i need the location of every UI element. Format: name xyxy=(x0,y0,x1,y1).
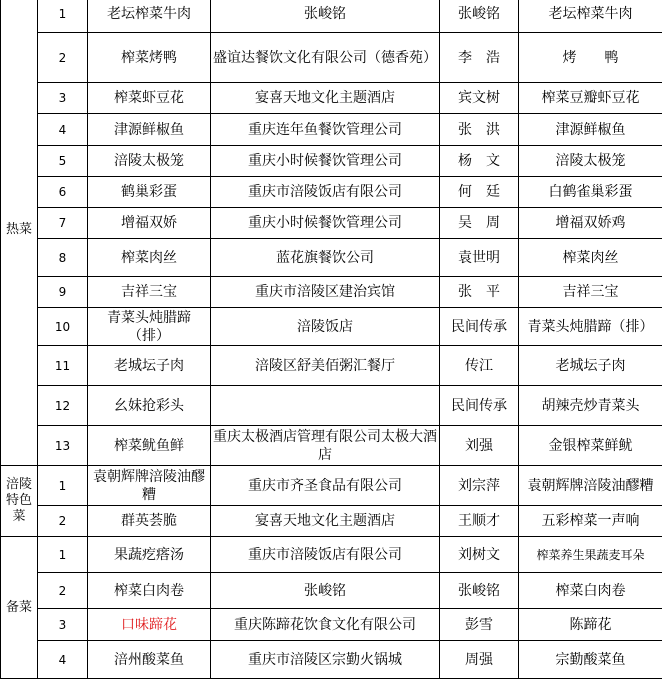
dish-name: 榨菜烤鸭 xyxy=(88,33,211,83)
organization: 重庆小时候餐饮管理公司 xyxy=(211,208,440,239)
organization: 涪陵区舒美佰粥汇餐厅 xyxy=(211,346,440,386)
chef-name: 周强 xyxy=(440,641,519,679)
organization: 重庆太极酒店管理有限公司太极大酒店 xyxy=(211,426,440,466)
chef-name: 吴 周 xyxy=(440,208,519,239)
row-number: 5 xyxy=(38,146,88,177)
dish-name: 袁朝辉牌涪陵油醪糟 xyxy=(88,466,211,506)
organization: 重庆市齐圣食品有限公司 xyxy=(211,466,440,506)
chef-name: 杨 文 xyxy=(440,146,519,177)
dish-formal-name: 青菜头炖腊蹄（排） xyxy=(519,308,662,346)
chef-name: 何 廷 xyxy=(440,177,519,208)
dish-name: 幺妹抢彩头 xyxy=(88,386,211,426)
category-label-hot: 热菜 xyxy=(1,0,38,466)
chef-name: 传江 xyxy=(440,346,519,386)
organization: 宴喜天地文化主题酒店 xyxy=(211,83,440,114)
table-row xyxy=(1,573,662,609)
row-number: 12 xyxy=(38,386,88,426)
table-row xyxy=(1,208,662,239)
row-number: 3 xyxy=(38,83,88,114)
chef-name: 张 平 xyxy=(440,277,519,308)
chef-name: 民间传承 xyxy=(440,386,519,426)
dish-name: 鹤巢彩蛋 xyxy=(88,177,211,208)
chef-name: 民间传承 xyxy=(440,308,519,346)
dish-formal-name: 胡辣壳炒青菜头 xyxy=(519,386,662,426)
dish-name: 榨菜鱿鱼鲜 xyxy=(88,426,211,466)
row-number: 7 xyxy=(38,208,88,239)
chef-name: 彭雪 xyxy=(440,609,519,641)
organization: 张峻铭 xyxy=(211,0,440,33)
dish-formal-name: 津源鲜椒鱼 xyxy=(519,114,662,146)
table-row xyxy=(1,83,662,114)
chef-name: 袁世明 xyxy=(440,239,519,277)
chef-name: 宾文树 xyxy=(440,83,519,114)
dish-name: 老坛榨菜牛肉 xyxy=(88,0,211,33)
table-row xyxy=(1,641,662,679)
organization: 重庆市涪陵饭店有限公司 xyxy=(211,177,440,208)
dish-name: 果蔬疙瘩汤 xyxy=(88,537,211,573)
chef-name: 张 洪 xyxy=(440,114,519,146)
dish-formal-name: 榨菜豆瓣虾豆花 xyxy=(519,83,662,114)
table-row xyxy=(1,239,662,277)
chef-name: 李 浩 xyxy=(440,33,519,83)
row-number: 4 xyxy=(38,641,88,679)
chef-name: 刘树文 xyxy=(440,537,519,573)
row-number: 2 xyxy=(38,573,88,609)
organization: 盛谊达餐饮文化有限公司（德香苑） xyxy=(211,33,440,83)
dish-name: 吉祥三宝 xyxy=(88,277,211,308)
chef-name: 王顺才 xyxy=(440,506,519,537)
dish-name: 群英荟脆 xyxy=(88,506,211,537)
organization: 重庆小时候餐饮管理公司 xyxy=(211,146,440,177)
dish-name: 涪陵太极笼 xyxy=(88,146,211,177)
dish-formal-name: 老坛榨菜牛肉 xyxy=(519,0,662,33)
row-number: 4 xyxy=(38,114,88,146)
organization: 重庆陈蹄花饮食文化有限公司 xyxy=(211,609,440,641)
chef-name: 张峻铭 xyxy=(440,0,519,33)
dish-name: 榨菜肉丝 xyxy=(88,239,211,277)
dish-formal-name: 老城坛子肉 xyxy=(519,346,662,386)
chef-name: 张峻铭 xyxy=(440,573,519,609)
table-row xyxy=(1,308,662,346)
chef-name: 刘宗萍 xyxy=(440,466,519,506)
dish-formal-name: 烤 鸭 xyxy=(519,33,662,83)
dish-formal-name: 袁朝辉牌涪陵油醪糟 xyxy=(519,466,662,506)
dish-formal-name: 增福双娇鸡 xyxy=(519,208,662,239)
table-row xyxy=(1,609,662,641)
dish-formal-name: 白鹤雀巢彩蛋 xyxy=(519,177,662,208)
dish-formal-name: 金银榨菜鲜鱿 xyxy=(519,426,662,466)
table-row xyxy=(1,426,662,466)
dish-formal-name: 榨菜肉丝 xyxy=(519,239,662,277)
row-number: 1 xyxy=(38,466,88,506)
dish-formal-name: 涪陵太极笼 xyxy=(519,146,662,177)
row-number: 1 xyxy=(38,537,88,573)
organization: 宴喜天地文化主题酒店 xyxy=(211,506,440,537)
row-number: 1 xyxy=(38,0,88,33)
table-row xyxy=(1,33,662,83)
dish-name: 增福双娇 xyxy=(88,208,211,239)
row-number: 2 xyxy=(38,33,88,83)
dish-name: 榨菜白肉卷 xyxy=(88,573,211,609)
row-number: 10 xyxy=(38,308,88,346)
table-row xyxy=(1,114,662,146)
dish-name: 老城坛子肉 xyxy=(88,346,211,386)
row-number: 8 xyxy=(38,239,88,277)
table-row xyxy=(1,0,662,33)
organization: 重庆市涪陵饭店有限公司 xyxy=(211,537,440,573)
row-number: 9 xyxy=(38,277,88,308)
dish-formal-name: 五彩榨菜一声响 xyxy=(519,506,662,537)
row-number: 6 xyxy=(38,177,88,208)
dish-name: 口味蹄花 xyxy=(88,609,211,641)
organization xyxy=(211,386,440,426)
dish-formal-name: 陈蹄花 xyxy=(519,609,662,641)
dish-name: 青菜头炖腊蹄（排） xyxy=(88,308,211,346)
organization: 蓝花旗餐饮公司 xyxy=(211,239,440,277)
organization: 重庆市涪陵区建治宾馆 xyxy=(211,277,440,308)
organization: 张峻铭 xyxy=(211,573,440,609)
table-row xyxy=(1,146,662,177)
table-row xyxy=(1,346,662,386)
dish-formal-name: 宗勤酸菜鱼 xyxy=(519,641,662,679)
category-label-fuling: 涪陵特色菜 xyxy=(1,466,38,537)
row-number: 13 xyxy=(38,426,88,466)
table-row xyxy=(1,466,662,506)
dish-formal-name: 榨菜白肉卷 xyxy=(519,573,662,609)
category-label-backup: 备菜 xyxy=(1,537,38,679)
organization: 重庆市涪陵区宗勤火锅城 xyxy=(211,641,440,679)
dish-formal-name: 吉祥三宝 xyxy=(519,277,662,308)
dish-name: 榨菜虾豆花 xyxy=(88,83,211,114)
table-row xyxy=(1,386,662,426)
organization: 涪陵饭店 xyxy=(211,308,440,346)
row-number: 11 xyxy=(38,346,88,386)
dish-formal-name: 榨菜养生果蔬麦耳朵 xyxy=(519,537,662,573)
table-row xyxy=(1,277,662,308)
row-number: 2 xyxy=(38,506,88,537)
dish-name: 津源鲜椒鱼 xyxy=(88,114,211,146)
organization: 重庆连年鱼餐饮管理公司 xyxy=(211,114,440,146)
table-row xyxy=(1,506,662,537)
table-row xyxy=(1,177,662,208)
row-number: 3 xyxy=(38,609,88,641)
table-row xyxy=(1,537,662,573)
dish-name: 涪州酸菜鱼 xyxy=(88,641,211,679)
chef-name: 刘强 xyxy=(440,426,519,466)
